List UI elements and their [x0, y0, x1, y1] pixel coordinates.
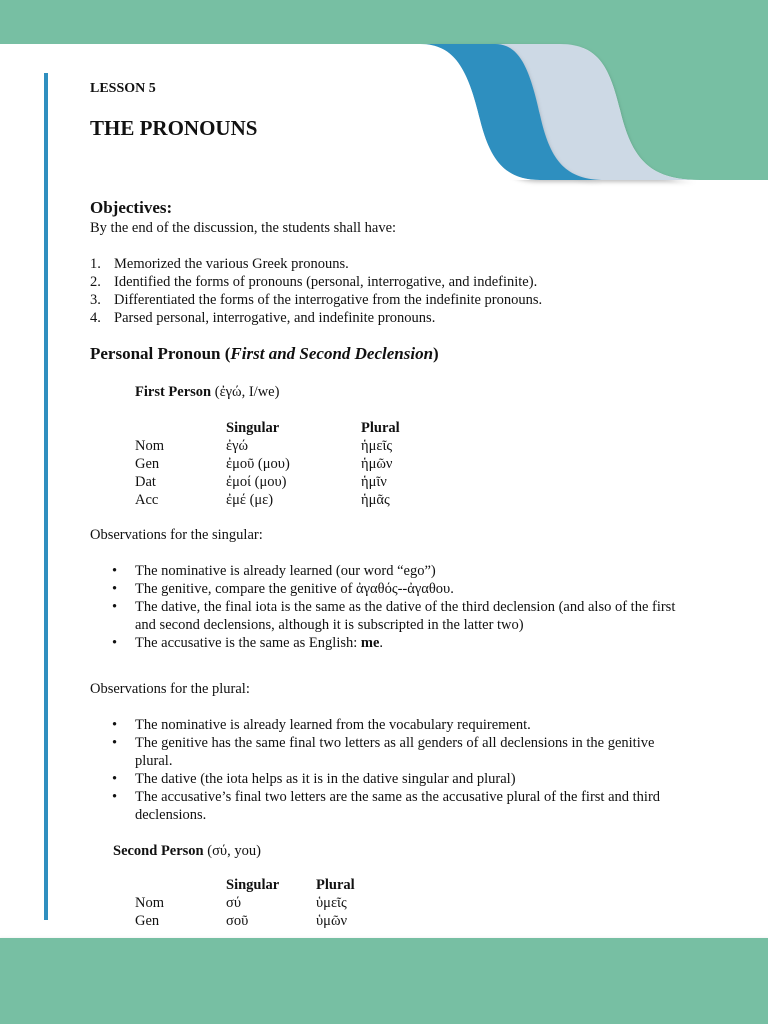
col-singular-header: Singular: [226, 877, 280, 893]
list-text: Parsed personal, interrogative, and indefinite pronouns.: [114, 310, 436, 326]
emphasis-me: me: [360, 635, 380, 651]
second-person-heading: [113, 842, 261, 860]
list-text: The nominative is already learned (our word “ego”): [135, 563, 436, 579]
first-person-label: First Person: [135, 384, 212, 400]
list-text: Memorized the various Greek pronouns.: [114, 256, 349, 272]
plural-cell: ἡμῶν: [361, 456, 393, 472]
plural-cell: ὑμεῖς: [316, 895, 347, 911]
list-item: [112, 716, 682, 734]
singular-cell: σύ: [226, 895, 241, 911]
plural-cell: ἡμᾶς: [361, 492, 390, 508]
table-header-row: [135, 419, 455, 437]
list-text: The accusative is the same as English:: [135, 635, 361, 651]
table-row: [135, 473, 455, 491]
heading-close: ): [433, 344, 439, 363]
case-cell: Dat: [135, 474, 156, 490]
col-singular-header: Singular: [226, 420, 280, 436]
objectives-heading: Objectives:: [90, 198, 173, 217]
bullet-icon: •: [112, 717, 118, 733]
case-cell: Nom: [135, 438, 164, 454]
list-item: [112, 562, 682, 580]
plural-cell: ἡμεῖς: [361, 438, 393, 454]
list-item: [112, 734, 682, 770]
first-person-heading: [135, 383, 279, 401]
left-accent-line: [44, 73, 48, 920]
list-item: [90, 255, 542, 273]
second-person-gloss: (σύ, you): [203, 843, 261, 859]
obs-singular-list: [112, 562, 682, 652]
objectives-intro: By the end of the discussion, the students shall have:: [90, 220, 397, 236]
obs-plural-label: Observations for the plural:: [90, 681, 250, 697]
heading-italic: First and Second Declension: [230, 344, 434, 363]
table-row: [135, 912, 435, 930]
list-text: Differentiated the forms of the interrogative from the indefinite pronouns.: [114, 292, 543, 308]
list-item: [112, 788, 682, 824]
table-row: [135, 894, 435, 912]
list-item: [112, 598, 682, 634]
singular-cell: ἐμέ (με): [226, 492, 274, 508]
bullet-icon: •: [112, 563, 118, 579]
bullet-icon: •: [112, 735, 118, 751]
list-text: The accusative’s final two letters are the same as the accusative plural of the first and third declensions.: [135, 789, 661, 823]
second-person-table: [135, 876, 435, 930]
bullet-icon: •: [112, 581, 118, 597]
page-sheet-top: [0, 44, 540, 180]
case-cell: Gen: [135, 913, 160, 929]
table-row: [135, 437, 455, 455]
first-person-table: [135, 419, 455, 509]
col-plural-header: Plural: [361, 420, 400, 436]
col-plural-header: Plural: [316, 877, 355, 893]
case-cell: Acc: [135, 492, 159, 508]
bullet-icon: •: [112, 789, 118, 805]
second-person-label: Second Person: [113, 843, 204, 859]
list-item: [90, 309, 542, 327]
plural-cell: ὑμῶν: [316, 913, 348, 929]
obs-singular-label: Observations for the singular:: [90, 527, 263, 543]
objectives-list: [90, 255, 542, 327]
page-title: THE PRONOUNS: [90, 116, 258, 140]
list-item: [90, 291, 542, 309]
list-text-end: .: [379, 635, 384, 651]
bullet-icon: •: [112, 599, 118, 615]
list-item: [90, 273, 542, 291]
list-text: The genitive has the same final two letters as all genders of all declensions in the genitive plural.: [135, 735, 655, 769]
list-item: [112, 634, 682, 652]
singular-cell: σοῦ: [226, 913, 249, 929]
singular-cell: ἐμοῦ (μου): [226, 456, 290, 472]
table-row: [135, 455, 455, 473]
list-item: [112, 770, 682, 788]
list-number: 3.: [90, 292, 101, 308]
table-row: [135, 491, 455, 509]
bullet-icon: •: [112, 635, 118, 651]
personal-pronoun-heading: [90, 345, 439, 363]
table-header-row: [135, 876, 435, 894]
list-text: The dative (the iota helps as it is in the dative singular and plural): [135, 771, 516, 787]
singular-cell: ἐγώ: [226, 438, 249, 454]
case-cell: Gen: [135, 456, 160, 472]
first-person-gloss: (ἐγώ, I/we): [211, 384, 280, 400]
lesson-label: LESSON 5: [90, 81, 156, 96]
heading-main: Personal Pronoun (: [90, 344, 231, 363]
list-text: Identified the forms of pronouns (personal, interrogative, and indefinite).: [114, 274, 538, 290]
list-item: [112, 580, 682, 598]
singular-cell: ἐμοί (μου): [226, 474, 287, 490]
obs-plural-list: [112, 716, 682, 824]
list-text: The genitive, compare the genitive of ἀγαθός--ἀγαθου.: [135, 581, 454, 597]
list-text: The nominative is already learned from the vocabulary requirement.: [135, 717, 531, 733]
plural-cell: ἡμῖν: [361, 474, 387, 490]
list-number: 2.: [90, 274, 101, 290]
bottom-band: [0, 938, 768, 1024]
bullet-icon: •: [112, 771, 118, 787]
case-cell: Nom: [135, 895, 164, 911]
list-number: 1.: [90, 256, 101, 272]
list-number: 4.: [90, 310, 101, 326]
list-text: The dative, the final iota is the same as the dative of the third declension (and also of the first and second declensions, although it is subscripted in the latter two): [135, 599, 676, 633]
